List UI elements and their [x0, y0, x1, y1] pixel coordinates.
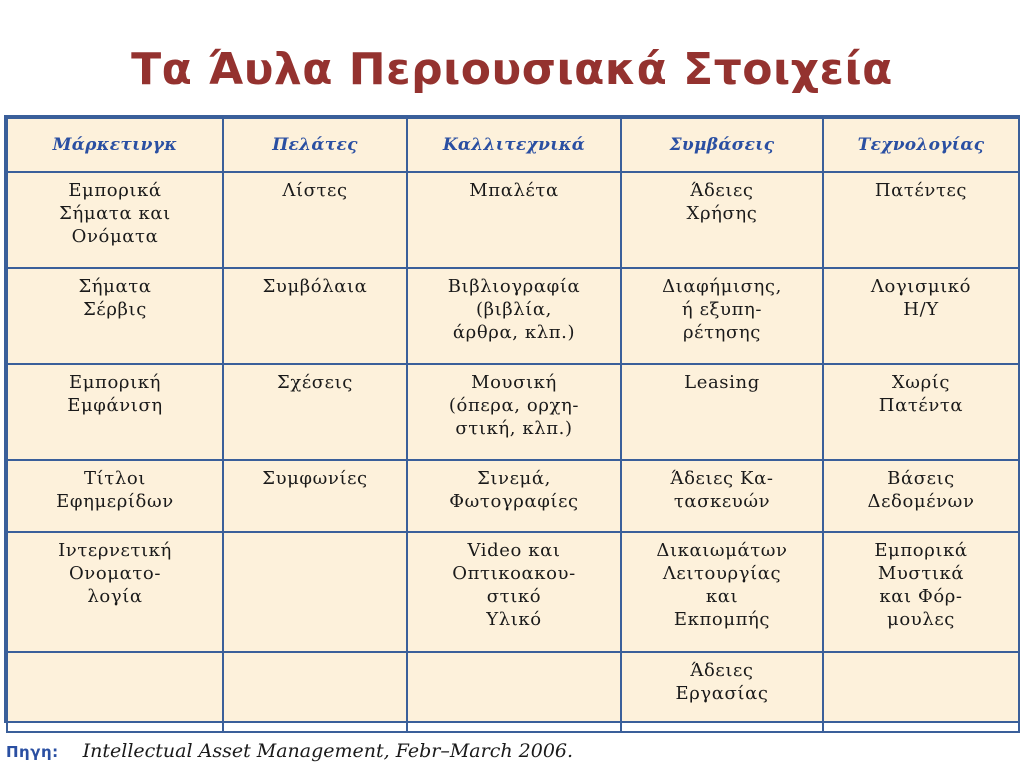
table-cell-artistic: [407, 460, 621, 532]
cell-text-line: μουλες: [887, 609, 955, 630]
cell-text-line: Σέρβις: [83, 299, 147, 320]
cell-text-line: Εμφάνιση: [67, 395, 163, 416]
table-cell-artistic: [407, 532, 621, 652]
table-cell-marketing: [7, 268, 223, 364]
table-cell-contracts: [621, 532, 823, 652]
cell-text-line: Χρήσης: [686, 203, 758, 224]
slide-title: Τα Άυλα Περιουσιακά Στοιχεία: [131, 44, 893, 95]
cell-text-line: Βιβλιογραφία: [447, 276, 581, 297]
cell-text-line: (όπερα, ορχη-: [448, 395, 580, 416]
table-cell-contracts: [621, 460, 823, 532]
header-technology: Τεχνολογίας: [823, 118, 1019, 172]
cell-text-line: Video και: [467, 540, 561, 561]
table-cell-customers: [223, 172, 407, 268]
table-cell-artistic: [407, 364, 621, 460]
table-cell-contracts: [621, 268, 823, 364]
cell-text-line: λογία: [87, 586, 143, 607]
table-cell-marketing: [7, 364, 223, 460]
table-cell-customers: [223, 532, 407, 652]
cell-text-line: Δεδομένων: [867, 491, 975, 512]
cell-text-line: Διαφήμισης,: [662, 276, 782, 297]
cell-text-line: Εμπορική: [69, 372, 161, 393]
cell-text-line: Ονοματο-: [68, 563, 162, 584]
table-cell-technology: [823, 652, 1019, 732]
table-cell-customers: [223, 364, 407, 460]
cell-text-line: και Φόρ-: [879, 586, 963, 607]
source-label: Πηγη:: [6, 743, 59, 761]
cell-text-line: Εμπορικά: [874, 540, 968, 561]
table-cell-technology: [823, 172, 1019, 268]
cell-text-line: Άδειες: [690, 180, 754, 201]
cell-text-line: Πατέντα: [878, 395, 964, 416]
source-text: Intellectual Asset Management, Febr–March 2006.: [82, 740, 574, 762]
cell-text-line: Λογισμικό: [870, 276, 972, 297]
cell-text-line: Leasing: [684, 372, 760, 393]
cell-text-line: στικό: [486, 586, 542, 607]
table-cell-customers: [223, 268, 407, 364]
table-row: [7, 364, 1019, 460]
table-cell-technology: [823, 364, 1019, 460]
table-cell-marketing: [7, 532, 223, 652]
cell-text-line: στική, κλπ.): [455, 418, 573, 439]
cell-text-line: Εφημερίδων: [56, 491, 174, 512]
cell-text-line: Λίστες: [282, 180, 348, 201]
table-row: [7, 532, 1019, 652]
table-body: [7, 172, 1019, 732]
header-contracts: Συμβάσεις: [621, 118, 823, 172]
table-header-row: [7, 118, 1019, 172]
cell-text-line: Σινεμά,: [477, 468, 551, 489]
cell-text-line: Μουσική: [471, 372, 557, 393]
cell-text-line: Ονόματα: [71, 226, 159, 247]
cell-text-line: Άδειες Κα-: [670, 468, 774, 489]
intangible-assets-table-container: [4, 115, 1020, 723]
cell-text-line: ρέτησης: [682, 322, 761, 343]
table-row: [7, 460, 1019, 532]
table-cell-contracts: [621, 652, 823, 732]
cell-text-line: Λειτουργίας: [662, 563, 782, 584]
cell-text-line: Άδειες: [690, 660, 754, 681]
cell-text-line: Υλικό: [486, 609, 542, 630]
cell-text-line: Εργασίας: [675, 683, 769, 704]
table-cell-marketing: [7, 652, 223, 732]
table-cell-marketing: [7, 460, 223, 532]
table-cell-technology: [823, 268, 1019, 364]
cell-text-line: τασκευών: [673, 491, 771, 512]
cell-text-line: Πατέντες: [874, 180, 968, 201]
cell-text-line: και: [705, 586, 739, 607]
cell-text-line: Σήματα και: [59, 203, 171, 224]
cell-text-line: Ιντερνετική: [58, 540, 172, 561]
table-cell-customers: [223, 652, 407, 732]
table-cell-technology: [823, 460, 1019, 532]
cell-text-line: Δικαιωμάτων: [656, 540, 788, 561]
cell-text-line: Συμβόλαια: [262, 276, 368, 297]
cell-text-line: Φωτογραφίες: [449, 491, 579, 512]
table-cell-artistic: [407, 268, 621, 364]
cell-text-line: Σήματα: [78, 276, 152, 297]
table-cell-technology: [823, 532, 1019, 652]
cell-text-line: Μυστικά: [877, 563, 965, 584]
table-cell-contracts: [621, 172, 823, 268]
table-cell-artistic: [407, 652, 621, 732]
table-cell-artistic: [407, 172, 621, 268]
cell-text-line: άρθρα, κλπ.): [452, 322, 576, 343]
cell-text-line: Τίτλοι: [84, 468, 146, 489]
cell-text-line: Σχέσεις: [277, 372, 353, 393]
table-row: [7, 268, 1019, 364]
table-cell-customers: [223, 460, 407, 532]
cell-text-line: (βιβλία,: [475, 299, 553, 320]
table-row: [7, 172, 1019, 268]
cell-text-line: ή εξυπη-: [681, 299, 763, 320]
intangible-assets-table: [6, 117, 1020, 733]
cell-text-line: Εμπορικά: [68, 180, 162, 201]
table-cell-contracts: [621, 364, 823, 460]
cell-text-line: Βάσεις: [887, 468, 955, 489]
header-artistic: Καλλιτεχνικά: [407, 118, 621, 172]
cell-text-line: Οπτικοακου-: [452, 563, 576, 584]
table-row: [7, 652, 1019, 732]
cell-text-line: Μπαλέτα: [469, 180, 559, 201]
cell-text-line: Χωρίς: [891, 372, 951, 393]
table-cell-marketing: [7, 172, 223, 268]
cell-text-line: Η/Υ: [903, 299, 939, 320]
cell-text-line: Εκπομπής: [673, 609, 771, 630]
cell-text-line: Συμφωνίες: [262, 468, 368, 489]
header-customers: Πελάτες: [223, 118, 407, 172]
source-citation: [6, 740, 1016, 768]
header-marketing: Μάρκετινγκ: [7, 118, 223, 172]
